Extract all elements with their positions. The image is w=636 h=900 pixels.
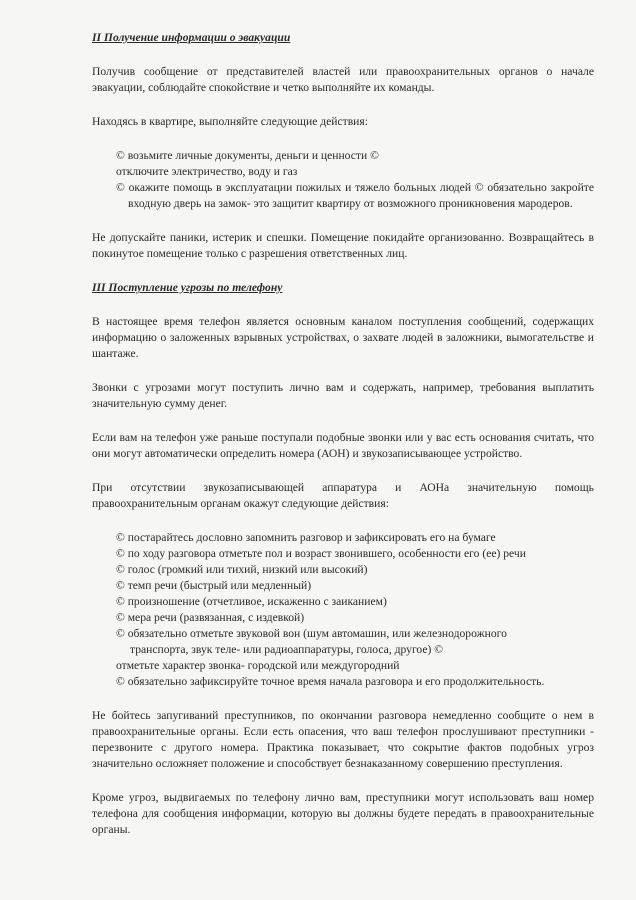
list-item: отметьте характер звонка- городской или междугородний [116, 659, 400, 672]
word: АОНа [419, 481, 450, 494]
list-item: © темп речи (быстрый или медленный) [116, 579, 312, 592]
word: звукозаписывающей [203, 481, 305, 494]
paragraph: В настоящее время телефон является основным каналом поступления сообщений, содержащих информацию о заложенных взрывных устройствах, о захвате людей в заложники, вымогательстве и шантаже. [92, 315, 594, 360]
paragraph: Кроме угроз, выдвигаемых по телефону лично вам, преступники могут использовать ваш номер телефона для сообщения информации, которую вы должны будете передать в правоохранительные органы. [92, 791, 594, 836]
section-heading-phone-threat: III Поступление угрозы по телефону [92, 281, 283, 294]
list-item: © окажите помощь в эксплуатации пожилых и тяжело больных людей © обязательно закройте входную дверь на замок- это защитит квартиру от возможного проникновения мародеров. [116, 181, 594, 210]
word: аппаратура [322, 481, 378, 494]
word: помощь [554, 481, 594, 494]
list-item: © голос (громкий или тихий, низкий или высокий) [116, 563, 368, 576]
list-item: © возьмите личные документы, деньги и ценности © [116, 149, 379, 162]
call-actions-list [92, 530, 594, 690]
evacuation-actions-list [92, 148, 594, 212]
paragraph-first-line [92, 480, 594, 496]
word: и [395, 481, 402, 494]
paragraph: Если вам на телефон уже раньше поступали подобные звонки или у вас есть основания считать, что они могут автоматически определить номера (АОН) и звукозаписывающее устройство. [92, 431, 594, 460]
list-item: © мера речи (развязанная, с издевкой) [116, 611, 305, 624]
word: При [92, 481, 113, 494]
list-item: © обязательно зафиксируйте точное время начала разговора и его продолжительность. [116, 675, 545, 688]
list-item: отключите электричество, воду и газ [116, 165, 298, 178]
paragraph: Не бойтесь запугиваний преступников, по окончании разговора немедленно сообщите о нем в правоохранительные органы. Если есть опасения, что ваш телефон прослушивают преступники - перезвоните с другого номера. Практика показывает, что сокрытие фактов подобных угроз значительно осложняет положение и способствует безнаказанному совершению преступления. [92, 709, 594, 770]
paragraph-no-recorder [92, 480, 594, 512]
word: значительную [467, 481, 537, 494]
paragraph: Получив сообщение от представителей властей или правоохранительных органов о начале эвакуации, соблюдайте спокойствие и четко выполняйте их команды. [92, 65, 594, 94]
paragraph: Звонки с угрозами могут поступить лично вам и содержать, например, требования выплатить значительную сумму денег. [92, 381, 594, 410]
list-item: © обязательно отметьте звуковой вон (шум автомашин, или железнодорожного транспорта, звук теле- или радиоаппаратуры, голоса, другое) © [116, 627, 507, 656]
paragraph-continuation: правоохранительным органам окажут следующие действия: [92, 497, 389, 510]
section-heading-evacuation: II Получение информации о эвакуации [92, 31, 291, 44]
list-item: © по ходу разговора отметьте пол и возраст звонившего, особенности его (ее) речи [116, 547, 526, 560]
paragraph: Находясь в квартире, выполняйте следующие действия: [92, 115, 368, 128]
paragraph: Не допускайте паники, истерик и спешки. Помещение покидайте организованно. Возвращайтесь в покинутое помещение только с разрешения ответственных лиц. [92, 231, 594, 260]
list-item: © произношение (отчетливое, искаженно с заиканием) [116, 595, 387, 608]
word: отсутствии [130, 481, 186, 494]
list-item: © постарайтесь дословно запомнить разговор и зафиксировать его на бумаге [116, 531, 496, 544]
